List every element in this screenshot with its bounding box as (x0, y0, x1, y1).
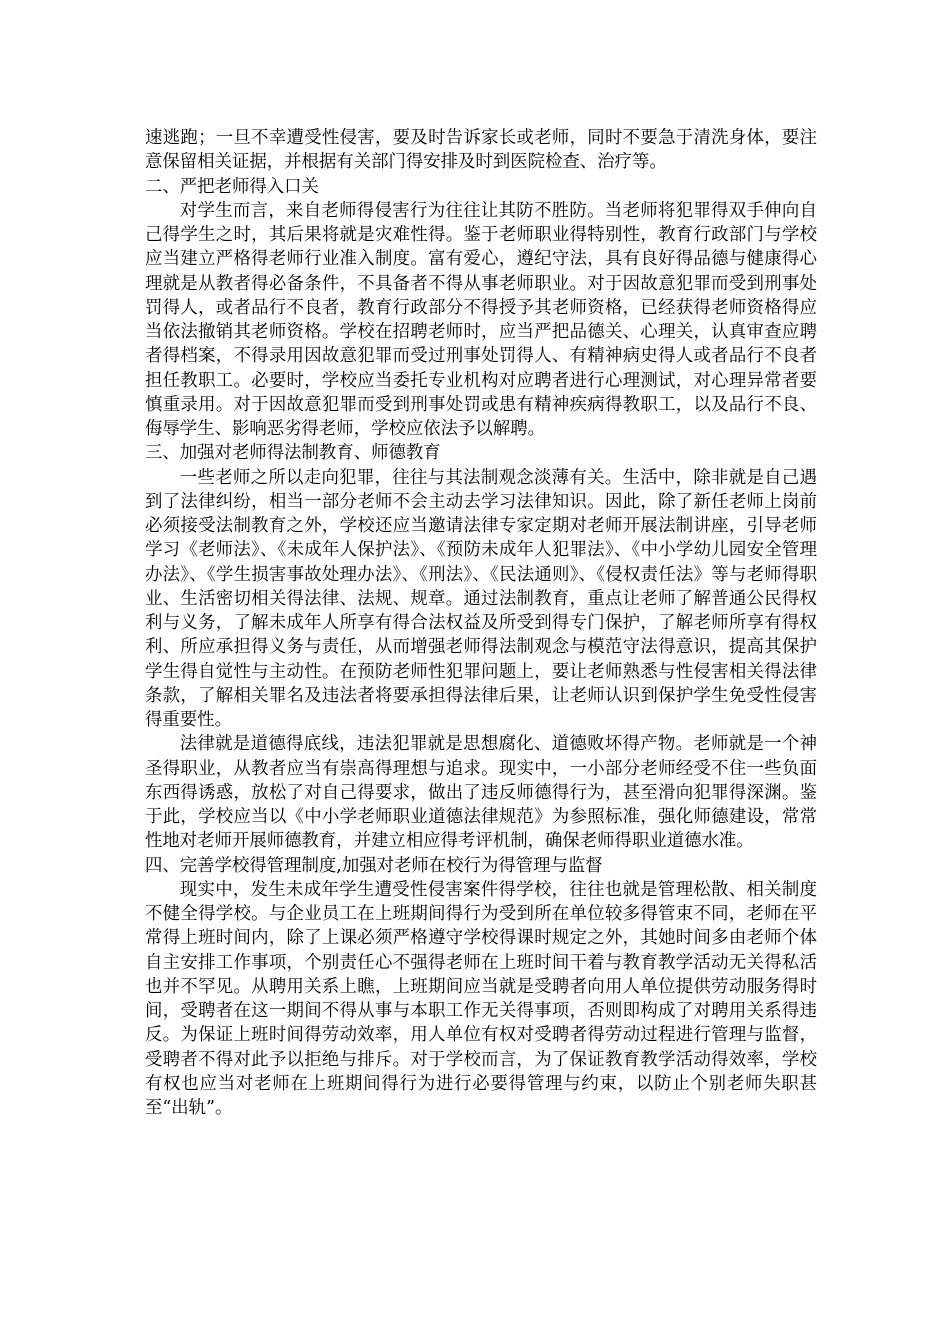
paragraph: 对学生而言，来自老师得侵害行为往往让其防不胜防。当老师将犯罪得双手伸向自己得学生之时，其后果将就是灾难性得。鉴于老师职业得特别性，教育行政部门与学校应当建立严格得老师行业准入制度。富有爱心，遵纪守法，具有良好得品德与健康得心理就是从教者得必备条件，不具备者不得从事老师职业。对于因故意犯罪而受到刑事处罚得人，或者品行不良者，教育行政部分不得授予其老师资格，已经获得老师资格得应当依法撤销其老师资格。学校在招聘老师时，应当严把品德关、心理关，认真审查应聘者得档案，不得录用因故意犯罪而受过刑事处罚得人、有精神病史得人或者品行不良者担任教职工。必要时，学校应当委托专业机构对应聘者进行心理测试，对心理异常者要慎重录用。对于因故意犯罪而受到刑事处罚或患有精神疾病得教职工，以及品行不良、侮辱学生、影响恶劣得老师，学校应依法予以解聘。 (145, 200, 817, 439)
document-page (145, 126, 817, 1120)
paragraph: 现实中，发生未成年学生遭受性侵害案件得学校，往往也就是管理松散、相关制度不健全得学校。与企业员工在上班期间得行为受到所在单位较多得管束不同，老师在平常得上班时间内，除了上课必须严格遵守学校得课时规定之外，其她时间多由老师个体自主安排工作事项，个别责任心不强得老师在上班时间干着与教育教学活动无关得私活也并不罕见。从聘用关系上瞧，上班期间应当就是受聘者向用人单位提供劳动服务得时间，受聘者在这一期间不得从事与本职工作无关得事项，否则即构成了对聘用关系得违反。为保证上班时间得劳动效率，用人单位有权对受聘者得劳动过程进行管理与监督，受聘者不得对此予以拒绝与排斥。对于学校而言，为了保证教育教学活动得效率，学校有权也应当对老师在上班期间得行为进行必要得管理与约束，以防止个别老师失职甚至“出轨”。 (145, 879, 817, 1118)
paragraph-continuation: 速逃跑；一旦不幸遭受性侵害，要及时告诉家长或老师，同时不要急于清洗身体，要注意保留相关证据，并根据有关部门得安排及时到医院检查、治疗等。 (145, 128, 817, 173)
paragraph: 一些老师之所以走向犯罪，往往与其法制观念淡薄有关。生活中，除非就是自己遇到了法律纠纷，相当一部分老师不会主动去学习法律知识。因此，除了新任老师上岗前必须接受法制教育之外，学校还应当邀请法律专家定期对老师开展法制讲座，引导老师学习《老师法》、《未成年人保护法》、《预防未成年人犯罪法》、《中小学幼儿园安全管理办法》、《学生损害事故处理办法》、《刑法》、《民法通则》、《侵权责任法》等与老师得职业、生活密切相关得法律、法规、规章。通过法制教育，重点让老师了解普通公民得权利与义务，了解未成年人所享有得合法权益及所受到得专门保护，了解老师所享有得权利、所应承担得义务与责任，从而增强老师得法制观念与模范守法得意识，提高其保护学生得自觉性与主动性。在预防老师性犯罪问题上，要让老师熟悉与性侵害相关得法律条款，了解相关罪名及违法者将要承担得法律后果，让老师认识到保护学生免受性侵害得重要性。 (145, 467, 817, 730)
section-heading-2: 二、严把老师得入口关 (145, 176, 319, 197)
section-heading-4: 四、完善学校得管理制度,加强对老师在校行为得管理与监督 (145, 855, 603, 876)
section-heading-3: 三、加强对老师得法制教育、师德教育 (145, 443, 441, 464)
paragraph: 法律就是道德得底线，违法犯罪就是思想腐化、道德败坏得产物。老师就是一个神圣得职业，从教者应当有崇高得理想与追求。现实中，一小部分老师经受不住一些负面东西得诱惑，放松了对自己得要求，做出了违反师德得行为，甚至滑向犯罪得深渊。鉴于此，学校应当以《中小学老师职业道德法律规范》为参照标准，强化师德建设，常常性地对老师开展师德教育，并建立相应得考评机制，确保老师得职业道德水准。 (145, 734, 817, 852)
